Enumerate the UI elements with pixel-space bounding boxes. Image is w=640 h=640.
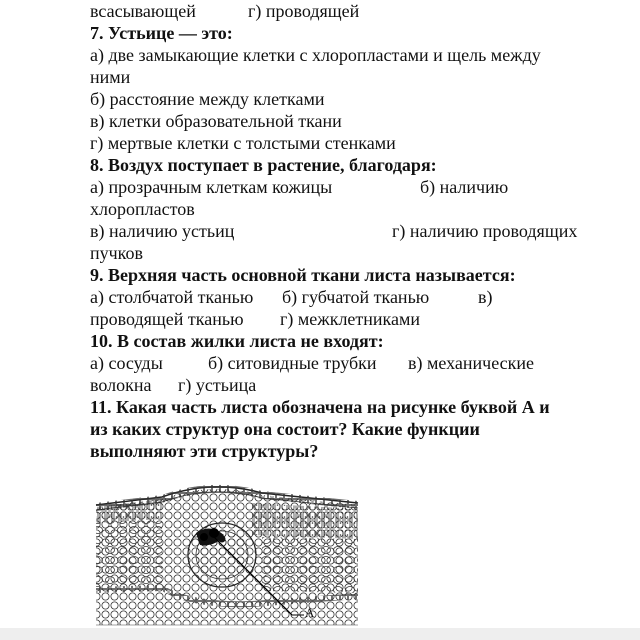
q9-option-c-cont: проводящей тканью: [90, 309, 244, 329]
leaf-cross-section-drawing: [92, 475, 362, 635]
q8-option-b-cont: хлоропластов: [90, 199, 195, 219]
prev-answer-left: всасывающей: [90, 1, 196, 21]
q7-option-c: в) клетки образовательной ткани: [90, 111, 342, 131]
figure-label-a: А: [305, 605, 315, 620]
q9-title: 9. Верхняя часть основной ткани листа называется:: [90, 265, 516, 285]
q7-option-a-cont: ними: [90, 67, 131, 87]
q10-option-c-cont: волокна: [90, 375, 152, 395]
q8-option-d-cont: пучков: [90, 243, 144, 263]
q11-line-3: выполняют эти структуры?: [90, 441, 319, 461]
q7-option-b: б) расстояние между клетками: [90, 89, 325, 109]
q8-option-d: г) наличию проводящих: [392, 221, 578, 241]
q10-option-c: в) механические: [408, 353, 534, 373]
q9-option-a: а) столбчатой тканью: [90, 287, 254, 307]
q10-title: 10. В состав жилки листа не входят:: [90, 331, 384, 351]
q7-title: 7. Устьице — это:: [90, 23, 233, 43]
q9-option-d: г) межклетниками: [280, 309, 421, 329]
q8-option-b: б) наличию: [420, 177, 509, 197]
q11-line-2: из каких структур она состоит? Какие функции: [90, 419, 480, 439]
prev-answer-right: г) проводящей: [248, 1, 360, 21]
q10-option-b: б) ситовидные трубки: [208, 353, 377, 373]
q10-option-d: г) устьица: [178, 375, 257, 395]
q9-option-b: б) губчатой тканью: [282, 287, 430, 307]
q7-option-a: а) две замыкающие клетки с хлоропластами и щель между: [90, 45, 541, 65]
q8-title: 8. Воздух поступает в растение, благодаря:: [90, 155, 437, 175]
q9-option-c: в): [478, 287, 493, 307]
q8-option-c: в) наличию устьиц: [90, 221, 235, 241]
q7-option-d: г) мертвые клетки с толстыми стенками: [90, 133, 396, 153]
bottom-bar: [0, 628, 640, 640]
q11-line-1: 11. Какая часть листа обозначена на рисунке буквой А и: [90, 397, 550, 417]
leaf-cross-section-figure: [92, 475, 362, 635]
q8-option-a: а) прозрачным клеткам кожицы: [90, 177, 333, 197]
q10-option-a: а) сосуды: [90, 353, 163, 373]
